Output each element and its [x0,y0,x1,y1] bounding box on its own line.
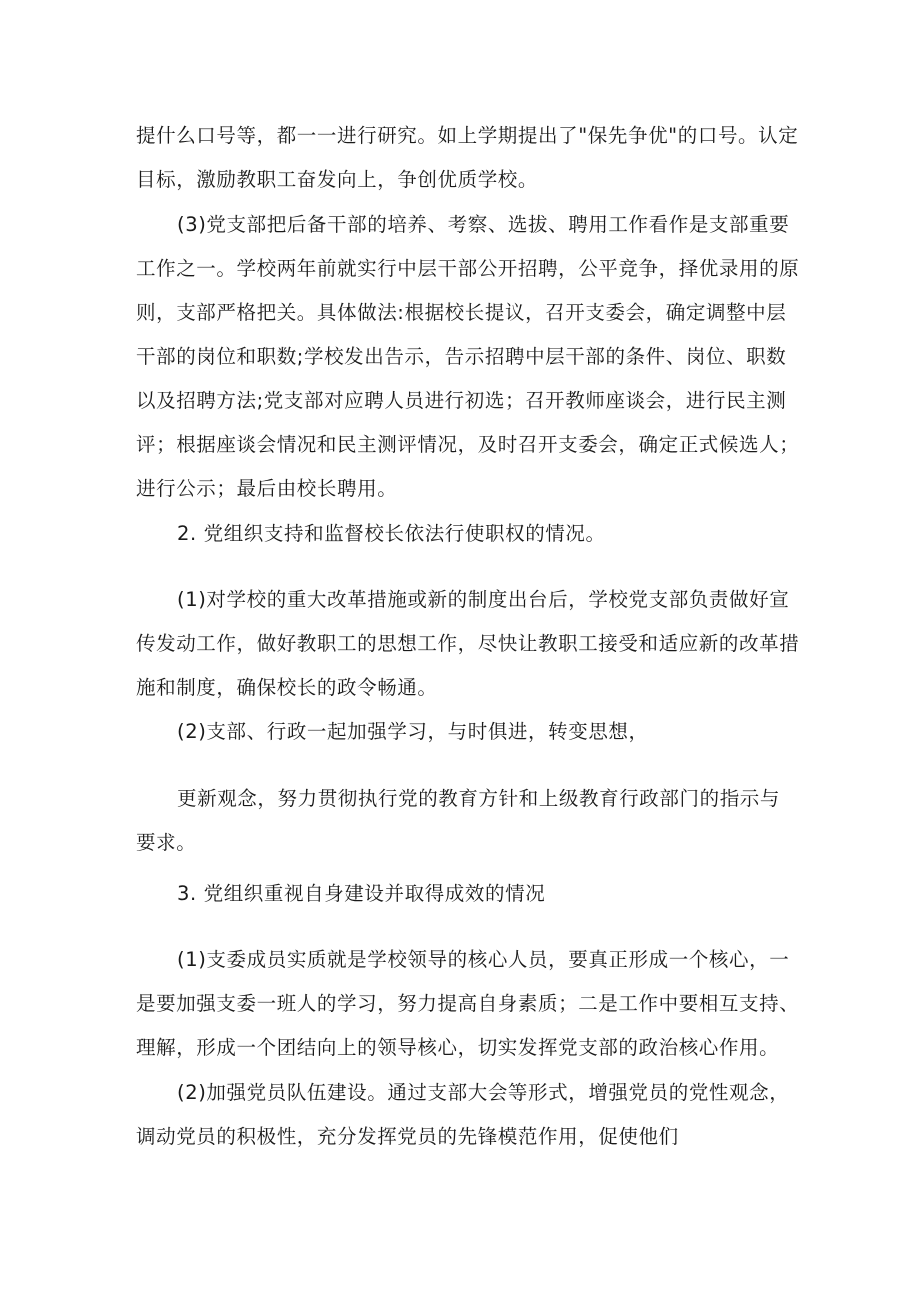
section-heading-2: 2. 党组织支持和监督校长依法行使职权的情况。 [177,522,606,545]
paragraph-3-start: (3)党支部把后备干部的培养、考察、选拔、聘用工作看作是支部重要 [177,213,790,236]
text-line: 则，支部严格把关。具体做法:根据校长提议，召开支委会，确定调整中层 [136,301,787,324]
text-line: 以及招聘方法;党支部对应聘人员进行初选；召开教师座谈会，进行民主测 [136,389,787,412]
text-line: 工作之一。学校两年前就实行中层干部公开招聘，公平竞争，择优录用的原 [136,257,800,280]
text-line: 调动党员的积极性，充分发挥党员的先锋模范作用，促使他们 [136,1125,679,1148]
text-line: 施和制度，确保校长的政令畅通。 [136,676,438,699]
paragraph-2-start: (2)支部、行政一起加强学习，与时俱进，转变思想， [177,720,649,743]
section-heading-3: 3. 党组织重视自身建设并取得成效的情况 [177,882,546,905]
text-line: 进行公示；最后由校长聘用。 [136,477,398,500]
text-line: 要求。 [136,831,197,854]
paragraph-1-start: (1)对学校的重大改革措施或新的制度出台后，学校党支部负责做好宣 [177,588,790,611]
text-line: 是要加强支委一班人的学习，努力提高自身素质；二是工作中要相互支持、 [136,992,800,1015]
text-line: 评；根据座谈会情况和民主测评情况，及时召开支委会，确定正式候选人； [136,433,800,456]
text-line: 目标，激励教职工奋发向上，争创优质学校。 [136,168,539,191]
text-line: 理解，形成一个团结向上的领导核心，切实发挥党支部的政治核心作用。 [136,1036,780,1059]
paragraph-2-start: (2)加强党员队伍建设。通过支部大会等形式，增强党员的党性观念， [177,1081,790,1104]
text-line: 干部的岗位和职数;学校发出告示，告示招聘中层干部的条件、岗位、职数 [136,345,787,368]
paragraph-1-start: (1)支委成员实质就是学校领导的核心人员，要真正形成一个核心，一 [177,948,790,971]
text-line: 传发动工作，做好教职工的思想工作，尽快让教职工接受和适应新的改革措 [136,632,800,655]
text-line: 提什么口号等，都一一进行研究。如上学期提出了"保先争优"的口号。认定 [136,124,799,147]
paragraph-start: 更新观念，努力贯彻执行党的教育方针和上级教育行政部门的指示与 [177,787,781,810]
